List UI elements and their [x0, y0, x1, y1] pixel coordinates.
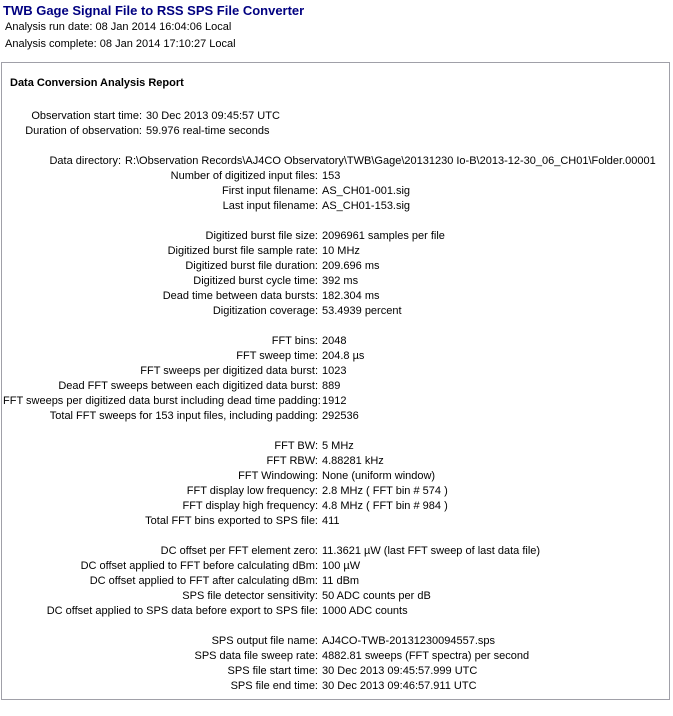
analysis-complete-line	[3, 36, 673, 53]
report-row	[3, 409, 669, 424]
row-label: SPS file detector sensitivity:	[182, 590, 318, 602]
report-row	[3, 169, 669, 184]
section-fft-sweeps	[3, 334, 669, 424]
row-value: 2096961 samples per file	[322, 230, 445, 242]
row-value: 11.3621 µW (last FFT sweep of last data file)	[322, 545, 541, 557]
row-label: Data directory:	[49, 155, 121, 167]
row-label: SPS file end time:	[230, 680, 318, 692]
section-fft-freq	[3, 439, 669, 529]
row-value: 4.8 MHz ( FFT bin # 984 )	[322, 500, 448, 512]
row-label: Total FFT sweeps for 153 input files, including padding:	[49, 410, 318, 422]
row-value: 2048	[322, 335, 347, 347]
row-value: R:\Observation Records\AJ4CO Observatory\TWB\Gage\20131230 Io-B\2013-12-30_06_CH01\Folder.00001	[125, 155, 656, 167]
row-label: Dead time between data bursts:	[162, 290, 318, 302]
row-label: Observation start time:	[31, 110, 142, 122]
row-label: FFT bins:	[271, 335, 318, 347]
section-burst	[3, 229, 669, 319]
report-row	[3, 514, 669, 529]
analysis-complete-label: Analysis complete :	[5, 38, 100, 50]
report-row	[3, 574, 669, 589]
report-row	[3, 634, 669, 649]
report-row	[3, 199, 669, 214]
report-heading: Data Conversion Analysis Report	[10, 77, 184, 89]
report-row	[3, 289, 669, 304]
row-label: FFT sweep time:	[236, 350, 318, 362]
row-label: FFT sweeps per digitized data burst including dead time padding:	[3, 395, 321, 407]
row-value: 209.696 ms	[322, 260, 380, 272]
row-label: FFT display low frequency:	[186, 485, 318, 497]
analysis-run-date-line	[3, 19, 673, 36]
row-value: 4.88281 kHz	[322, 455, 384, 467]
report-row	[3, 679, 669, 694]
report-row	[3, 304, 669, 319]
row-value: 1000 ADC counts	[322, 605, 408, 617]
row-value: 11 dBm	[322, 575, 360, 587]
row-value: 392 ms	[322, 275, 359, 287]
row-label: Dead FFT sweeps between each digitized data burst:	[58, 380, 318, 392]
row-value: 153	[322, 170, 341, 182]
row-label: SPS output file name:	[211, 635, 318, 647]
row-value: 889	[322, 380, 341, 392]
row-label: SPS file start time:	[227, 665, 318, 677]
report-row	[3, 484, 669, 499]
row-label: DC offset applied to FFT after calculating dBm:	[89, 575, 318, 587]
report-row	[3, 664, 669, 679]
row-label: Digitization coverage:	[212, 305, 318, 317]
row-value: 30 Dec 2013 09:45:57 UTC	[146, 110, 280, 122]
row-label: Duration of observation:	[25, 125, 142, 137]
row-value: 50 ADC counts per dB	[322, 590, 431, 602]
report-panel	[1, 62, 670, 700]
row-value: 411	[322, 515, 340, 527]
row-label: DC offset applied to SPS data before export to SPS file:	[46, 605, 318, 617]
report-row	[3, 229, 669, 244]
section-sps-output	[3, 634, 669, 694]
report-row	[3, 499, 669, 514]
section-input-files	[3, 169, 669, 214]
row-value: 30 Dec 2013 09:46:57.911 UTC	[322, 680, 477, 692]
row-value: 204.8 µs	[322, 350, 365, 362]
report-row	[3, 394, 669, 409]
row-value: AS_CH01-001.sig	[322, 185, 411, 197]
row-label: SPS data file sweep rate:	[194, 650, 318, 662]
row-label: Total FFT bins exported to SPS file:	[145, 515, 318, 527]
report-row	[3, 649, 669, 664]
row-value: 4882.81 sweeps (FFT spectra) per second	[322, 650, 530, 662]
row-label: Digitized burst file sample rate:	[167, 245, 318, 257]
row-label: Digitized burst file size:	[205, 230, 318, 242]
analysis-run-date-value: 08 Jan 2014 16:04:06 Local	[95, 21, 232, 33]
row-label: Number of digitized input files:	[170, 170, 318, 182]
row-value: 100 µW	[322, 560, 361, 572]
section-datadir	[3, 154, 669, 169]
row-label: DC offset per FFT element zero:	[160, 545, 318, 557]
page-title: TWB Gage Signal File to RSS SPS File Converter	[3, 3, 305, 18]
row-label: Digitized burst file duration:	[185, 260, 318, 272]
row-value: 1912	[322, 395, 347, 407]
report-row	[3, 439, 669, 454]
report-row	[3, 274, 669, 289]
report-row	[3, 589, 669, 604]
row-value: None (uniform window)	[322, 470, 436, 482]
report-row	[3, 349, 669, 364]
row-value: 10 MHz	[322, 245, 360, 257]
report-row	[3, 379, 669, 394]
row-value: 182.304 ms	[322, 290, 380, 302]
row-value: AS_CH01-153.sig	[322, 200, 411, 212]
report-row	[3, 154, 669, 169]
row-label: Digitized burst cycle time:	[193, 275, 318, 287]
analysis-run-date-label: Analysis run date :	[5, 21, 96, 33]
report-row	[3, 544, 669, 559]
row-value: 2.8 MHz ( FFT bin # 574 )	[322, 485, 448, 497]
row-label: FFT display high frequency:	[182, 500, 318, 512]
row-label: FFT Windowing:	[238, 470, 318, 482]
row-value: 292536	[322, 410, 359, 422]
row-value: 1023	[322, 365, 347, 377]
row-label: FFT BW:	[274, 440, 318, 452]
row-value: 53.4939 percent	[322, 305, 402, 317]
row-value: 5 MHz	[322, 440, 354, 452]
section-observation	[3, 109, 669, 139]
window-header	[0, 0, 673, 53]
report-row	[3, 454, 669, 469]
report-row	[3, 334, 669, 349]
row-label: FFT sweeps per digitized data burst:	[140, 365, 318, 377]
row-value: 59.976 real-time seconds	[146, 125, 270, 137]
report-row	[3, 244, 669, 259]
report-body	[3, 109, 669, 694]
report-row	[3, 184, 669, 199]
report-row	[3, 604, 669, 619]
report-row	[3, 469, 669, 484]
report-row	[3, 559, 669, 574]
row-label: Last input filename:	[222, 200, 318, 212]
row-label: DC offset applied to FFT before calculating dBm:	[80, 560, 318, 572]
report-row	[3, 124, 669, 139]
report-row	[3, 109, 669, 124]
report-row	[3, 364, 669, 379]
section-dc-offset	[3, 544, 669, 619]
row-label: First input filename:	[222, 185, 318, 197]
row-value: AJ4CO-TWB-20131230094557.sps	[322, 635, 496, 647]
row-value: 30 Dec 2013 09:45:57.999 UTC	[322, 665, 478, 677]
row-label: FFT RBW:	[266, 455, 318, 467]
analysis-complete-value: 08 Jan 2014 17:10:27 Local	[99, 38, 236, 50]
report-row	[3, 259, 669, 274]
